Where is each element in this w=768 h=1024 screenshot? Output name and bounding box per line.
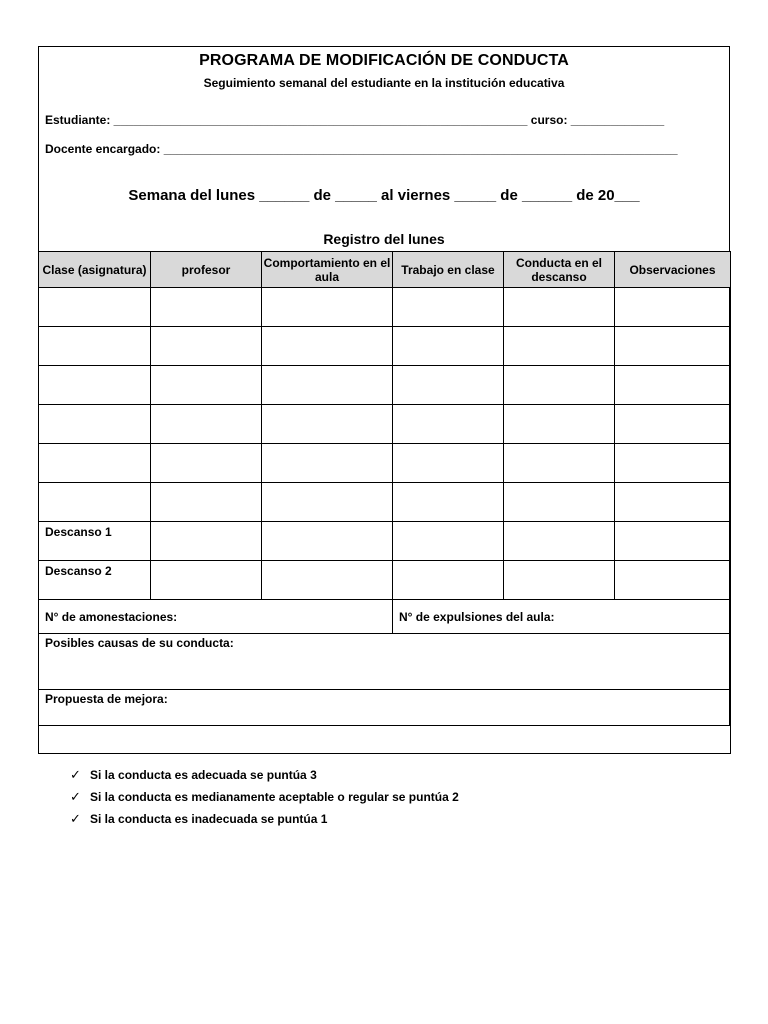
table-cell[interactable] xyxy=(262,405,393,444)
table-cell[interactable] xyxy=(504,366,615,405)
table-cell[interactable] xyxy=(615,366,731,405)
table-cell[interactable] xyxy=(39,366,151,405)
table-cell[interactable] xyxy=(393,444,504,483)
table-cell[interactable] xyxy=(151,444,262,483)
counts-row xyxy=(39,600,731,634)
propuesta-row xyxy=(39,690,731,754)
table-cell[interactable] xyxy=(262,561,393,600)
scoring-text: Si la conducta es inadecuada se puntúa 1 xyxy=(90,812,328,826)
table-cell[interactable] xyxy=(504,561,615,600)
table-cell[interactable] xyxy=(262,366,393,405)
header-observaciones: Observaciones xyxy=(615,252,731,288)
descanso-2-label: Descanso 2 xyxy=(39,561,151,600)
table-cell[interactable] xyxy=(151,483,262,522)
list-item xyxy=(70,786,459,808)
table-row xyxy=(39,405,731,444)
weekly-record-table xyxy=(38,251,731,754)
table-cell[interactable] xyxy=(615,444,731,483)
table-cell[interactable] xyxy=(262,327,393,366)
table-cell[interactable] xyxy=(393,561,504,600)
table-row xyxy=(39,483,731,522)
table-cell[interactable] xyxy=(262,444,393,483)
week-range[interactable]: Semana del lunes ______ de _____ al viernes _____ de ______ de 20___ xyxy=(128,187,640,204)
table-cell[interactable] xyxy=(615,522,731,561)
table-row xyxy=(39,444,731,483)
table-cell[interactable] xyxy=(39,405,151,444)
header-clase: Clase (asignatura) xyxy=(39,252,151,288)
table-cell[interactable] xyxy=(615,288,731,327)
table-cell[interactable] xyxy=(151,366,262,405)
table-cell[interactable] xyxy=(39,483,151,522)
table-cell[interactable] xyxy=(262,522,393,561)
table-cell[interactable] xyxy=(151,288,262,327)
check-icon: ✓ xyxy=(70,811,81,826)
scoring-text: Si la conducta es adecuada se puntúa 3 xyxy=(90,768,317,782)
header-row xyxy=(39,252,731,288)
list-item xyxy=(70,808,459,830)
header-descanso: Conducta en el descanso xyxy=(504,252,615,288)
table-cell[interactable] xyxy=(504,405,615,444)
teacher-field[interactable]: Docente encargado: _____________________________________________________________________________ xyxy=(45,142,678,156)
causas-row xyxy=(39,634,731,690)
behavior-form xyxy=(38,46,730,726)
table-cell[interactable] xyxy=(504,288,615,327)
table-row-descanso-1 xyxy=(39,522,731,561)
propuesta-field[interactable]: Propuesta de mejora: xyxy=(39,690,731,754)
table-cell[interactable] xyxy=(151,327,262,366)
header-comportamiento: Comportamiento en el aula xyxy=(262,252,393,288)
descanso-1-label: Descanso 1 xyxy=(39,522,151,561)
table-cell[interactable] xyxy=(393,288,504,327)
check-icon: ✓ xyxy=(70,767,81,782)
expulsiones-field[interactable]: N° de expulsiones del aula: xyxy=(393,600,731,634)
scoring-text: Si la conducta es medianamente aceptable o regular se puntúa 2 xyxy=(90,790,459,804)
table-cell[interactable] xyxy=(39,444,151,483)
table-cell[interactable] xyxy=(393,483,504,522)
table-cell[interactable] xyxy=(393,522,504,561)
table-row-descanso-2 xyxy=(39,561,731,600)
table-cell[interactable] xyxy=(151,405,262,444)
table-row xyxy=(39,288,731,327)
list-item xyxy=(70,764,459,786)
student-field[interactable]: Estudiante: ______________________________________________________________ curso: ______________ xyxy=(45,113,665,127)
table-cell[interactable] xyxy=(504,327,615,366)
form-subtitle: Seguimiento semanal del estudiante en la institución educativa xyxy=(203,76,565,90)
table-cell[interactable] xyxy=(393,366,504,405)
table-cell[interactable] xyxy=(39,288,151,327)
registro-title: Registro del lunes xyxy=(323,231,445,247)
table-row xyxy=(39,327,731,366)
table-cell[interactable] xyxy=(262,483,393,522)
table-cell[interactable] xyxy=(393,405,504,444)
scoring-legend xyxy=(70,764,459,830)
table-cell[interactable] xyxy=(151,561,262,600)
table-cell[interactable] xyxy=(504,483,615,522)
table-row xyxy=(39,366,731,405)
causas-field[interactable]: Posibles causas de su conducta: xyxy=(39,634,731,690)
header-trabajo: Trabajo en clase xyxy=(393,252,504,288)
table-cell[interactable] xyxy=(504,444,615,483)
table-cell[interactable] xyxy=(393,327,504,366)
table-cell[interactable] xyxy=(615,327,731,366)
table-cell[interactable] xyxy=(262,288,393,327)
amonestaciones-field[interactable]: N° de amonestaciones: xyxy=(39,600,393,634)
table-cell[interactable] xyxy=(615,405,731,444)
table-cell[interactable] xyxy=(504,522,615,561)
table-cell[interactable] xyxy=(39,327,151,366)
table-cell[interactable] xyxy=(151,522,262,561)
table-cell[interactable] xyxy=(615,483,731,522)
form-title: PROGRAMA DE MODIFICACIÓN DE CONDUCTA xyxy=(199,52,569,69)
table-cell[interactable] xyxy=(615,561,731,600)
check-icon: ✓ xyxy=(70,789,81,804)
header-profesor: profesor xyxy=(151,252,262,288)
